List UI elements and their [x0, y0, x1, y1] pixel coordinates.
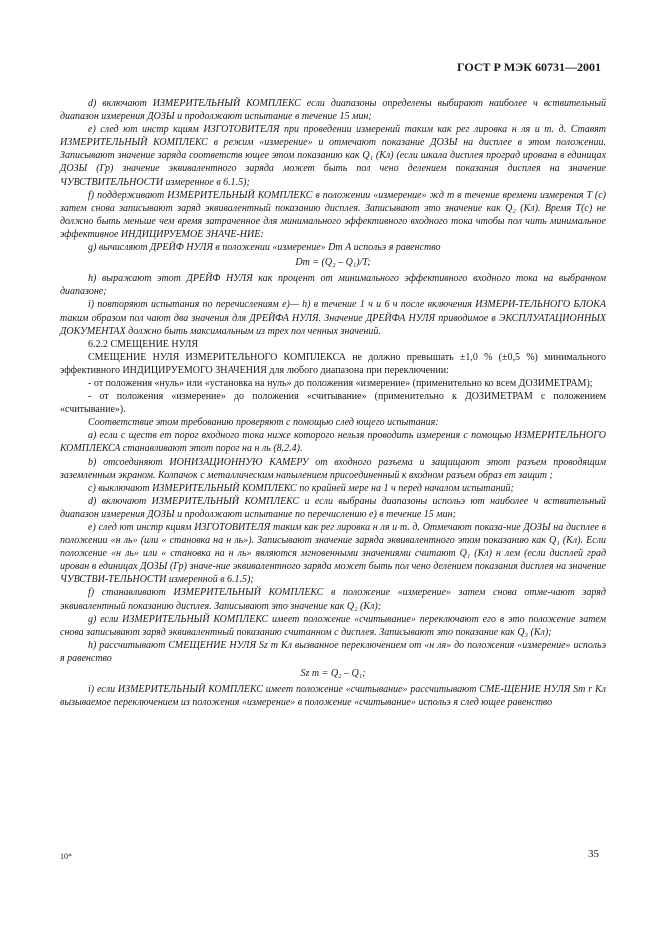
page-number: 35	[588, 848, 599, 860]
paragraph: СМЕЩЕНИЕ НУЛЯ ИЗМЕРИТЕЛЬНОГО КОМПЛЕКСА не должно превышать ±1,0 % (±0,5 %) минимального эффективного ИНДИЦИРУЕМОГО ЗНАЧЕНИЯ для любого диапазона при переключении:	[60, 351, 606, 376]
formula: Sz m = Q₂ – Q₁;	[300, 668, 366, 680]
paragraph: d) включают ИЗМЕРИТЕЛЬНЫЙ КОМПЛЕКС если диапазоны определены выбирают наиболее ч вствительный диапазон измерения ДОЗЫ и продолжают испытание в течение 15 мин;	[60, 98, 606, 123]
paragraph: f) станавливают ИЗМЕРИТЕЛЬНЫЙ КОМПЛЕКС в положение «измерение» затем снова отме-чают заряд эквивалентный показанию дисплея. Записывают это значение как Q₂ (Кл);	[60, 587, 606, 612]
paragraph: - от положения «измерение» до положения «считывание» (применительно к ДОЗИМЕТРАМ с положением «считывание»).	[60, 391, 606, 416]
document-header: ГОСТ Р МЭК 60731—2001	[457, 60, 601, 74]
section-heading: 6.2.2 СМЕЩЕНИЕ НУЛЯ	[88, 338, 199, 350]
paragraph: Соответствие этом требованию проверяют с помощью след ющего испытания:	[88, 417, 439, 429]
paragraph: f) поддерживают ИЗМЕРИТЕЛЬНЫЙ КОМПЛЕКС в положении «измерение» жд т в течение времени измерения T (с) затем снова записывают заряд эквивалентный показанию дисплея. Записывают это значение как Q₂ (Кл). Время T(c) не должно быть меньше чем время затраченное для минимального эффективного входного тока чтобы пол чить минимальное эффективное ИНДИЦИРУЕМОЕ ЗНАЧЕ-НИЕ:	[60, 189, 606, 240]
paragraph: i) повторяют испытания по перечислениям e)— h) в течение 1 ч и 6 ч после включения ИЗМЕРИ-ТЕЛЬНОГО БЛОКА таким образом пол чают два значения для ДРЕЙФА НУЛЯ. Значение ДРЕЙФА НУЛЯ приводимое в ЭКСПЛУАТАЦИОННЫХ ДОКУМЕНТАХ должно быть максимальным из трех пол ченных значений.	[60, 299, 606, 337]
paragraph: g) если ИЗМЕРИТЕЛЬНЫЙ КОМПЛЕКС имеет положение «считывание» переключают его в это положение затем снова записывают заряд эквивалентный показанию считанном с дисплея. Записывают это показание как Q₃ (Кл);	[60, 613, 606, 638]
paragraph: c) выключают ИЗМЕРИТЕЛЬНЫЙ КОМПЛЕКС по крайней мере на 1 ч перед началом испытаний;	[88, 482, 514, 494]
paragraph: d) включают ИЗМЕРИТЕЛЬНЫЙ КОМПЛЕКС и если выбраны диапазоны испольэ ют наиболее ч вствительный диапазон измерения ДОЗЫ и продолжают испытание по перечислению e) в течение 15 мин;	[60, 495, 606, 520]
paragraph: g) вычисляют ДРЕЙФ НУЛЯ в положении «измерение» Dm А испольэ я равенство	[88, 242, 441, 254]
paragraph: e) след ют инстр кциям ИЗГОТОВИТЕЛЯ таким как рег лировка н ля и т. д. Отмечают показа-ние ДОЗЫ на дисплее в положении «н ль» (или « становка на н ль»). Записывают значение заряда эквивалентного этом показанию как Q₁ (Кл). Если положение «н ль» или « становка на н ль» являются мгновенными значениями считают Q₁ (Кл) н лем (если дисплей град ирован в единицах ДОЗЫ (Гр) значе-ние эквивалентного заряда может быть пол чено делением показания дисплея на значение ЧУВСТВИ-ТЕЛЬНОСТИ измеренной в 6.1.5);	[60, 522, 606, 586]
body-text	[60, 97, 606, 709]
paragraph: h) выражают этот ДРЕЙФ НУЛЯ как процент от минимального эффективного входного тока на выбранном диапазоне;	[60, 273, 606, 298]
paragraph: h) рассчитывают СМЕЩЕНИЕ НУЛЯ Sz m Кл вызванное переключением от «н ля» до положения «измерение» испольэ я равенство	[60, 639, 606, 664]
paragraph: i) если ИЗМЕРИТЕЛЬНЫЙ КОМПЛЕКС имеет положение «считывание» рассчитывают СМЕ-ЩЕНИЕ НУЛЯ Sm r Кл вызываемое переключением из положения «измерение» в положение «считывание» испольэ я след ющее равенство	[60, 684, 606, 709]
paragraph: b) отсоединяют ИОНИЗАЦИОННУЮ КАМЕРУ от входного разъема и защищают этот разъем проводящим заземленным экраном. Колпачок с металлическим напылением присоединенный к входном разъем образ ет защит ;	[60, 456, 606, 481]
formula: Dm = (Q₂ – Q₁)/T;	[295, 257, 371, 269]
footer-mark: 10*	[60, 852, 72, 861]
paragraph: e) след ют инстр кциям ИЗГОТОВИТЕЛЯ при проведении измерений таким как рег лировка н ля и т. д. Ставят ИЗМЕРИТЕЛЬНЫЙ КОМПЛЕКС в режим «измерение» и отмечают показание ДОЗЫ на дисплее в этом положении. Записывают значение заряда соответств ющее этом показанию как Q₁ (Кл) (если шкала дисплея проград ирована в единицах ДОЗЫ (Гр) значение эквивалентного заряда может быть пол чено делением показания дисплея на значение ЧУВСТВИТЕЛЬНОСТИ измеренное в 6.1.5);	[60, 124, 606, 188]
paragraph: a) если с ществ ет порог входного тока ниже которого нельзя проводить измерения с помощью ИЗМЕРИТЕЛЬНОГО КОМПЛЕКСА станавливают этот порог на н ль (8.2.4).	[60, 430, 606, 455]
paragraph: - от положения «нуль» или «установка на нуль» до положения «измерение» (применительно ко всем ДОЗИМЕТРАМ);	[88, 377, 593, 389]
